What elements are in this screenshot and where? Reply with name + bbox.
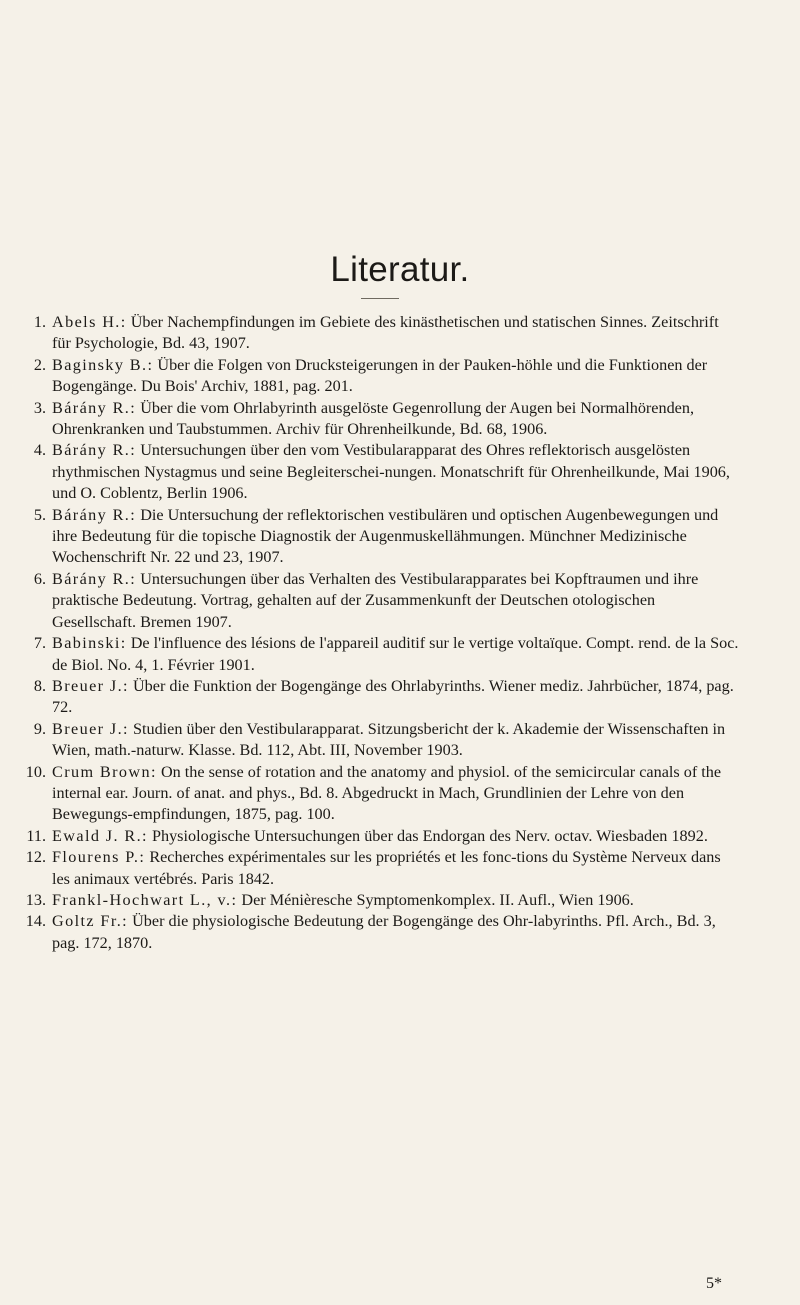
reference-entry xyxy=(20,505,740,569)
reference-entry xyxy=(20,719,740,762)
reference-entry xyxy=(20,398,740,441)
reference-author: Bárány R.: xyxy=(52,505,137,524)
reference-entry xyxy=(20,826,740,847)
reference-number: 1. xyxy=(33,313,46,331)
reference-entry xyxy=(20,676,740,719)
reference-text: Der Ménièresche Symptomenkomplex. II. Aufl., Wien 1906. xyxy=(241,890,634,909)
reference-author: Baginsky B.: xyxy=(52,355,154,374)
reference-author: Breuer J.: xyxy=(52,719,129,738)
reference-author: Bárány R.: xyxy=(52,398,137,417)
reference-text: Über die Funktion der Bogengänge des Ohrlabyrinths. Wiener mediz. Jahrbücher, 1874, pag. 72. xyxy=(52,676,734,717)
reference-author: Abels H.: xyxy=(52,313,127,331)
reference-entry xyxy=(20,569,740,633)
reference-entry xyxy=(20,890,740,911)
reference-author: Frankl-Hochwart L., v.: xyxy=(52,890,238,909)
reference-number: 2. xyxy=(33,355,46,374)
reference-text: Über die Folgen von Drucksteigerungen in der Pauken-höhle und die Funktionen der Bogengänge. Du Bois' Archiv, 1881, pag. 201. xyxy=(52,355,708,396)
signature-mark: 5* xyxy=(706,1275,722,1292)
reference-author: Crum Brown: xyxy=(52,762,157,781)
reference-text: On the sense of rotation and the anatomy and physiol. of the semicircular canals of the internal ear. Journ. of anat. and phys., Bd. 8. Abgedruckt in Mach, Grundlinien der Lehre von den Bewegungs-empfindungen, 1875, pag. 100. xyxy=(52,762,722,824)
reference-text: Physiologische Untersuchungen über das Endorgan des Nerv. octav. Wiesbaden 1892. xyxy=(151,826,708,845)
reference-number: 6. xyxy=(33,569,46,588)
reference-text: Über die physiologische Bedeutung der Bogengänge des Ohr-labyrinths. Pfl. Arch., Bd. 3, pag. 172, 1870. xyxy=(52,912,716,952)
reference-text: Untersuchungen über den vom Vestibularapparat des Ohres reflektorisch ausgelösten rhythmischen Nystagmus und seine Begleiterschei-nungen. Monatschrift für Ohrenheilkunde, Mai 1906, und O. Coblentz, Berlin 1906. xyxy=(52,441,730,503)
reference-text: Über die vom Ohrlabyrinth ausgelöste Gegenrollung der Augen bei Normalhörenden, Ohrenkranken und Taubstummen. Archiv für Ohrenheilkunde, Bd. 68, 1906. xyxy=(52,398,695,439)
reference-text: Recherches expérimentales sur les propriétés et les fonc-tions du Système Nerveux dans les animaux vertébrés. Paris 1842. xyxy=(52,848,721,888)
reference-number: 13. xyxy=(25,890,46,909)
reference-number: 10. xyxy=(25,762,46,781)
reference-entry xyxy=(20,762,740,826)
reference-text: De l'influence des lésions de l'appareil auditif sur le vertige voltaïque. Compt. rend. de la Soc. de Biol. No. 4, 1. Février 1901. xyxy=(52,634,739,674)
reference-author: Ewald J. R.: xyxy=(52,826,148,845)
reference-author: Goltz Fr.: xyxy=(52,912,129,931)
reference-entry xyxy=(20,355,740,398)
reference-number: 8. xyxy=(33,676,46,695)
reference-list xyxy=(20,312,740,954)
reference-text: Untersuchungen über das Verhalten des Vestibularapparates bei Kopftraumen und ihre praktische Bedeutung. Vortrag, gehalten auf der Zusammenkunft der Deutschen otologischen Gesellschaft. Bremen 1907. xyxy=(52,569,699,631)
reference-text: Die Untersuchung der reflektorischen vestibulären und optischen Augenbewegungen und ihre Bedeutung für die topische Diagnostik der Augenmuskellähmungen. Münchner Medizinische Wochenschrift Nr. 22 und 23, 1907. xyxy=(52,505,719,567)
reference-author: Breuer J.: xyxy=(52,676,129,695)
reference-number: 11. xyxy=(26,826,46,845)
reference-author: Bárány R.: xyxy=(52,569,137,588)
reference-number: 9. xyxy=(33,719,46,738)
reference-entry xyxy=(20,911,740,954)
reference-author: Babinski: xyxy=(52,634,127,653)
reference-entry xyxy=(20,440,740,504)
reference-author: Flourens P.: xyxy=(52,848,146,867)
reference-number: 4. xyxy=(33,441,46,460)
reference-number: 3. xyxy=(33,398,46,417)
reference-number: 12. xyxy=(25,848,46,867)
page-title: Literatur. xyxy=(330,250,470,289)
reference-entry xyxy=(20,847,740,890)
reference-entry xyxy=(20,312,740,355)
title-rule xyxy=(361,298,399,299)
reference-number: 7. xyxy=(33,634,46,653)
reference-text: Studien über den Vestibularapparat. Sitzungsbericht der k. Akademie der Wissenschaften in Wien, math.-naturw. Klasse. Bd. 112, Abt. III, November 1903. xyxy=(52,719,726,760)
reference-number: 5. xyxy=(33,505,46,524)
reference-text: Über Nachempfindungen im Gebiete des kinästhetischen und statischen Sinnes. Zeitschrift für Psychologie, Bd. 43, 1907. xyxy=(52,313,719,353)
reference-author: Bárány R.: xyxy=(52,441,137,460)
reference-entry xyxy=(20,633,740,676)
reference-number: 14. xyxy=(25,912,46,931)
